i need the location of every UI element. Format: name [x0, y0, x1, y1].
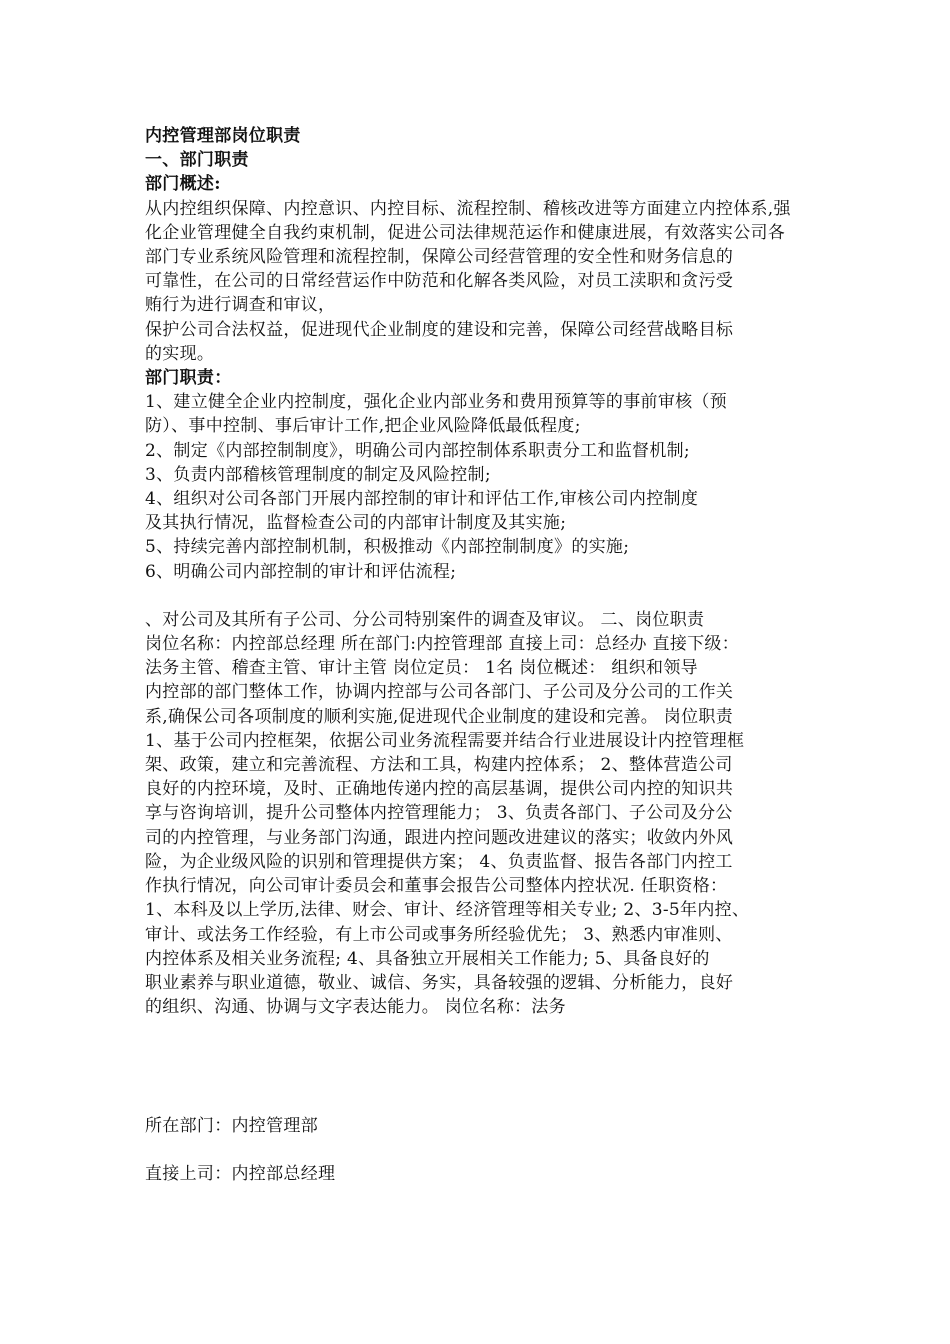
overview-line: 保护公司合法权益，促进现代企业制度的建设和完善，保障公司经营战略目标: [145, 319, 734, 340]
duty-line: 1、建立健全企业内控制度，强化企业内部业务和费用预算等的事前审核（预: [145, 392, 728, 413]
body-line: 岗位名称：内控部总经理 所在部门:内控管理部 直接上司：总经办 直接下级：: [145, 634, 740, 655]
duty-line: 3、负责内部稽核管理制度的制定及风险控制;: [145, 464, 491, 485]
body-line: 司的内控管理，与业务部门沟通，跟进内控问题改进建议的落实；收敛内外风: [145, 827, 734, 848]
overview-line: 的实现。: [145, 343, 215, 364]
document-body: [145, 124, 825, 1019]
superior-line: 直接上司：内控部总经理: [145, 1164, 336, 1184]
blank-line: [145, 584, 825, 608]
body-line: 1、基于公司内控框架，依据公司业务流程需要并结合行业进展设计内控管理框: [145, 730, 745, 751]
body-line: 险，为企业级风险的识别和管理提供方案； 4、负责监督、报告各部门内控工: [145, 851, 733, 872]
overview-line: 化企业管理健全自我约束机制，促进公司法律规范运作和健康进展，有效落实公司各: [145, 222, 786, 243]
duty-line: 4、组织对公司各部门开展内部控制的审计和评估工作,审核公司内控制度: [145, 489, 699, 510]
body-line: 1、本科及以上学历,法律、财会、审计、经济管理等相关专业; 2、3-5年内控、: [145, 900, 750, 921]
body-line: 审计、或法务工作经验，有上市公司或事务所经验优先； 3、熟悉内审准则、: [145, 924, 733, 945]
duty-line: 6、明确公司内部控制的审计和评估流程;: [145, 561, 457, 582]
department-line: 所在部门：内控管理部: [145, 1116, 318, 1136]
overview-line: 部门专业系统风险管理和流程控制，保障公司经营管理的安全性和财务信息的: [145, 247, 734, 268]
body-line: 内控部的部门整体工作，协调内控部与公司各部门、子公司及分公司的工作关: [145, 682, 734, 703]
body-line: 作执行情况，向公司审计委员会和董事会报告公司整体内控状况. 任职资格：: [145, 876, 728, 897]
body-line: 的组织、沟通、协调与文字表达能力。 岗位名称：法务: [145, 997, 566, 1018]
body-line: 职业素养与职业道德，敬业、诚信、务实，具备较强的逻辑、分析能力，良好: [145, 972, 734, 993]
position-paragraph: [145, 608, 825, 1019]
document-title: 内控管理部岗位职责: [145, 126, 301, 146]
overview-heading: 部门概述:: [145, 174, 221, 195]
body-line: 良好的内控环境，及时、正确地传递内控的高层基调，提供公司内控的知识共: [145, 779, 734, 800]
duties-heading: 部门职责：: [145, 368, 232, 389]
body-line: 系,确保公司各项制度的顺利实施,促进现代企业制度的建设和完善。 岗位职责: [145, 706, 734, 727]
body-line: 、对公司及其所有子公司、分公司特别案件的调查及审议。 二、岗位职责: [145, 609, 705, 630]
overview-paragraph: [145, 197, 825, 366]
section-heading-department-duties: 一、部门职责: [145, 150, 249, 171]
overview-line: 贿行为进行调查和审议，: [145, 295, 336, 316]
body-line: 架、政策，建立和完善流程、方法和工具，构建内控体系； 2、整体营造公司: [145, 755, 733, 776]
duties-list: [145, 390, 825, 584]
duty-line: 2、制定《内部控制制度》，明确公司内部控制体系职责分工和监督机制;: [145, 440, 690, 461]
duty-line: 5、持续完善内部控制机制，积极推动《内部控制制度》的实施;: [145, 537, 630, 558]
overview-line: 可靠性，在公司的日常经营运作中防范和化解各类风险，对员工渎职和贪污受: [145, 271, 734, 292]
duty-line: 及其执行情况，监督检查公司的内部审计制度及其实施;: [145, 513, 567, 534]
duty-line: 防）、事中控制、事后审计工作,把企业风险降低最低程度;: [145, 416, 581, 437]
body-line: 内控体系及相关业务流程; 4、具备独立开展相关工作能力; 5、具备良好的: [145, 948, 710, 969]
overview-line: 从内控组织保障、内控意识、内控目标、流程控制、稽核改进等方面建立内控体系,强: [145, 198, 791, 219]
body-line: 法务主管、稽查主管、审计主管 岗位定员： 1名 岗位概述： 组织和领导: [145, 658, 698, 679]
body-line: 享与咨询培训，提升公司整体内控管理能力； 3、负责各部门、子公司及分公: [145, 803, 733, 824]
